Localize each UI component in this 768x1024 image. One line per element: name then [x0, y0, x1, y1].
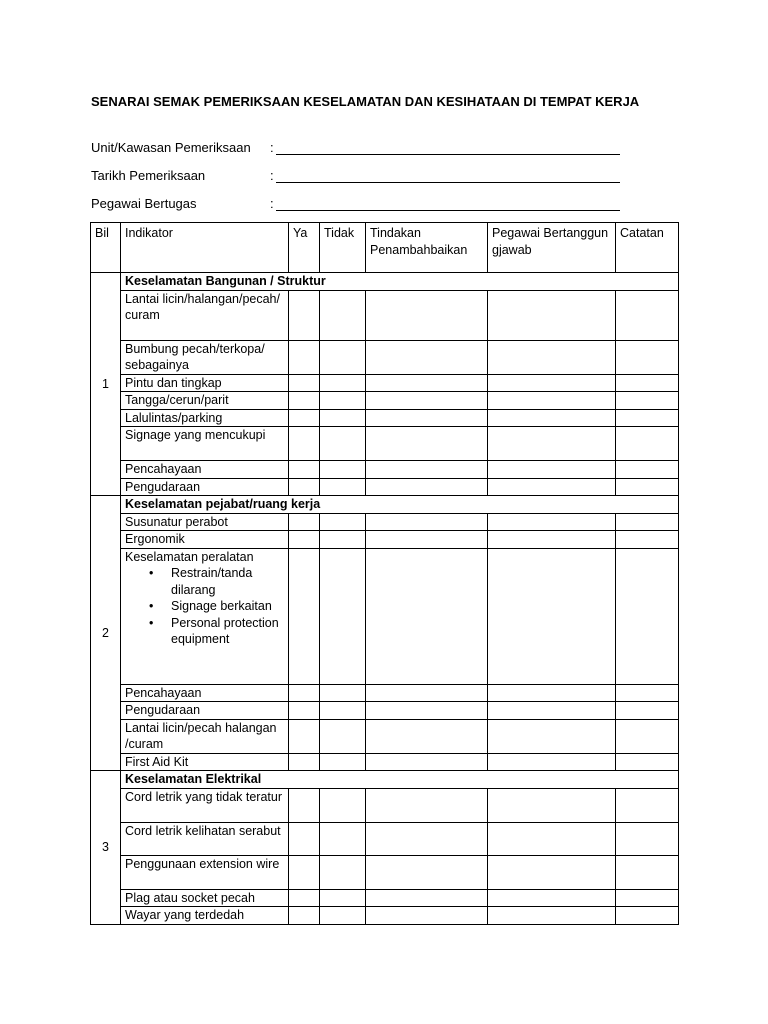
ya-cell[interactable] — [289, 822, 320, 855]
sub-item-label: Restrain/tanda dilarang — [171, 566, 253, 597]
tidak-cell[interactable] — [320, 427, 366, 461]
ya-cell[interactable] — [289, 855, 320, 889]
catatan-cell[interactable] — [616, 409, 679, 427]
indikator-cell: Lantai licin/pecah halangan /curam — [121, 719, 289, 753]
table-row — [91, 531, 679, 549]
indikator-cell: Tangga/cerun/parit — [121, 392, 289, 410]
pegawai-cell[interactable] — [488, 788, 616, 822]
tindakan-cell[interactable] — [366, 392, 488, 410]
indikator-cell: Plag atau socket pecah — [121, 889, 289, 907]
tidak-cell[interactable] — [320, 290, 366, 340]
table-row — [91, 427, 679, 461]
table-row — [91, 907, 679, 925]
field-separator: : — [270, 168, 274, 183]
field-label: Unit/Kawasan Pemeriksaan — [91, 140, 251, 155]
catatan-cell[interactable] — [616, 889, 679, 907]
tindakan-cell[interactable] — [366, 788, 488, 822]
pegawai-cell[interactable] — [488, 548, 616, 684]
tidak-cell[interactable] — [320, 478, 366, 496]
field-separator: : — [270, 196, 274, 211]
ya-cell[interactable] — [289, 290, 320, 340]
field-label: Tarikh Pemeriksaan — [91, 168, 206, 183]
document-title: SENARAI SEMAK PEMERIKSAAN KESELAMATAN DAN KESIHATAAN DI TEMPAT KERJA — [91, 94, 640, 109]
tidak-cell[interactable] — [320, 374, 366, 392]
indikator-cell: Wayar yang terdedah — [121, 907, 289, 925]
table-row — [91, 340, 679, 374]
catatan-cell[interactable] — [616, 290, 679, 340]
bullet-icon: • — [149, 566, 154, 580]
indikator-cell: Pencahayaan — [121, 684, 289, 702]
section-number: 3 — [91, 771, 121, 925]
header-catatan: Catatan — [616, 223, 679, 273]
tidak-cell[interactable] — [320, 753, 366, 771]
pegawai-cell[interactable] — [488, 719, 616, 753]
ya-cell[interactable] — [289, 461, 320, 479]
sub-item-label: Personal protection equipment — [171, 615, 279, 646]
tidak-cell[interactable] — [320, 889, 366, 907]
table-row — [91, 374, 679, 392]
ya-cell[interactable] — [289, 374, 320, 392]
pegawai-cell[interactable] — [488, 822, 616, 855]
pegawai-cell[interactable] — [488, 340, 616, 374]
catatan-cell[interactable] — [616, 478, 679, 496]
tindakan-cell[interactable] — [366, 531, 488, 549]
section-row — [91, 771, 679, 789]
tindakan-cell[interactable] — [366, 513, 488, 531]
ya-cell[interactable] — [289, 427, 320, 461]
tindakan-cell[interactable] — [366, 753, 488, 771]
tindakan-cell[interactable] — [366, 822, 488, 855]
field-blank-line[interactable] — [276, 154, 620, 155]
indikator-cell: Pengudaraan — [121, 702, 289, 720]
tindakan-cell[interactable] — [366, 427, 488, 461]
pegawai-cell[interactable] — [488, 290, 616, 340]
field-label: Pegawai Bertugas — [91, 196, 197, 211]
section-row — [91, 496, 679, 514]
tidak-cell[interactable] — [320, 392, 366, 410]
ya-cell[interactable] — [289, 531, 320, 549]
tindakan-cell[interactable] — [366, 889, 488, 907]
catatan-cell[interactable] — [616, 719, 679, 753]
section-title: Keselamatan Bangunan / Struktur — [121, 273, 679, 291]
tindakan-cell[interactable] — [366, 684, 488, 702]
section-title: Keselamatan Elektrikal — [121, 771, 679, 789]
tidak-cell[interactable] — [320, 461, 366, 479]
indikator-cell: Penggunaan extension wire — [121, 855, 289, 889]
header-tidak: Tidak — [320, 223, 366, 273]
ya-cell[interactable] — [289, 409, 320, 427]
pegawai-cell[interactable] — [488, 374, 616, 392]
tindakan-cell[interactable] — [366, 702, 488, 720]
tindakan-cell[interactable] — [366, 374, 488, 392]
pegawai-cell[interactable] — [488, 409, 616, 427]
catatan-cell[interactable] — [616, 392, 679, 410]
ya-cell[interactable] — [289, 548, 320, 684]
ya-cell[interactable] — [289, 702, 320, 720]
tidak-cell[interactable] — [320, 702, 366, 720]
header-tindakan: Tindakan Penambahbaikan — [366, 223, 488, 273]
ya-cell[interactable] — [289, 788, 320, 822]
indikator-cell: Pengudaraan — [121, 478, 289, 496]
catatan-cell[interactable] — [616, 684, 679, 702]
indikator-cell — [121, 548, 289, 684]
indikator-cell: Cord letrik yang tidak teratur — [121, 788, 289, 822]
ya-cell[interactable] — [289, 340, 320, 374]
indikator-cell: Cord letrik kelihatan serabut — [121, 822, 289, 855]
section-number: 1 — [91, 273, 121, 496]
tidak-cell[interactable] — [320, 340, 366, 374]
table-row — [91, 290, 679, 340]
section-number: 2 — [91, 496, 121, 771]
bullet-icon: • — [149, 615, 154, 630]
pegawai-cell[interactable] — [488, 702, 616, 720]
catatan-cell[interactable] — [616, 753, 679, 771]
catatan-cell[interactable] — [616, 702, 679, 720]
tidak-cell[interactable] — [320, 822, 366, 855]
catatan-cell[interactable] — [616, 531, 679, 549]
catatan-cell[interactable] — [616, 788, 679, 822]
catatan-cell[interactable] — [616, 513, 679, 531]
pegawai-cell[interactable] — [488, 478, 616, 496]
field-blank-line[interactable] — [276, 182, 620, 183]
table-row — [91, 788, 679, 822]
tindakan-cell[interactable] — [366, 340, 488, 374]
header-ya: Ya — [289, 223, 320, 273]
table-row — [91, 719, 679, 753]
sub-item-list — [125, 565, 284, 648]
indikator-cell: Pintu dan tingkap — [121, 374, 289, 392]
pegawai-cell[interactable] — [488, 427, 616, 461]
pegawai-cell[interactable] — [488, 907, 616, 925]
field-blank-line[interactable] — [276, 210, 620, 211]
section-row — [91, 273, 679, 291]
tindakan-cell[interactable] — [366, 548, 488, 684]
table-row — [91, 889, 679, 907]
table-row — [91, 478, 679, 496]
pegawai-cell[interactable] — [488, 392, 616, 410]
header-bil: Bil — [91, 223, 121, 273]
tindakan-cell[interactable] — [366, 719, 488, 753]
tidak-cell[interactable] — [320, 719, 366, 753]
tindakan-cell[interactable] — [366, 855, 488, 889]
pegawai-cell[interactable] — [488, 855, 616, 889]
pegawai-cell[interactable] — [488, 513, 616, 531]
catatan-cell[interactable] — [616, 855, 679, 889]
table-row — [91, 855, 679, 889]
catatan-cell[interactable] — [616, 461, 679, 479]
pegawai-cell[interactable] — [488, 889, 616, 907]
tidak-cell[interactable] — [320, 513, 366, 531]
sub-item-label: Signage berkaitan — [171, 599, 272, 613]
sub-item — [149, 598, 284, 615]
table-row — [91, 822, 679, 855]
tindakan-cell[interactable] — [366, 409, 488, 427]
ya-cell[interactable] — [289, 889, 320, 907]
tidak-cell[interactable] — [320, 548, 366, 684]
tindakan-cell[interactable] — [366, 461, 488, 479]
indikator-cell: Bumbung pecah/terkopa/ sebagainya — [121, 340, 289, 374]
ya-cell[interactable] — [289, 392, 320, 410]
table-row — [91, 409, 679, 427]
indikator-cell: Lalulintas/parking — [121, 409, 289, 427]
section-title: Keselamatan pejabat/ruang kerja — [121, 496, 679, 514]
pegawai-cell[interactable] — [488, 684, 616, 702]
sub-item — [149, 565, 284, 598]
ya-cell[interactable] — [289, 719, 320, 753]
ya-cell[interactable] — [289, 684, 320, 702]
indikator-label: Keselamatan peralatan — [125, 549, 254, 564]
table-row — [91, 392, 679, 410]
ya-cell[interactable] — [289, 478, 320, 496]
tidak-cell[interactable] — [320, 788, 366, 822]
ya-cell[interactable] — [289, 753, 320, 771]
checklist-table — [90, 222, 679, 925]
header-row — [91, 223, 679, 273]
tindakan-cell[interactable] — [366, 290, 488, 340]
indikator-cell: Susunatur perabot — [121, 513, 289, 531]
tidak-cell[interactable] — [320, 855, 366, 889]
header-pegawai: Pegawai Bertanggungjawab — [488, 223, 616, 273]
pegawai-cell[interactable] — [488, 753, 616, 771]
indikator-cell: Pencahayaan — [121, 461, 289, 479]
table-row — [91, 684, 679, 702]
catatan-cell[interactable] — [616, 374, 679, 392]
table-row — [91, 513, 679, 531]
tidak-cell[interactable] — [320, 907, 366, 925]
tindakan-cell[interactable] — [366, 907, 488, 925]
catatan-cell[interactable] — [616, 340, 679, 374]
pegawai-cell[interactable] — [488, 461, 616, 479]
table-row — [91, 753, 679, 771]
indikator-cell: Ergonomik — [121, 531, 289, 549]
catatan-cell[interactable] — [616, 548, 679, 684]
tidak-cell[interactable] — [320, 531, 366, 549]
field-separator: : — [270, 140, 274, 155]
catatan-cell[interactable] — [616, 822, 679, 855]
pegawai-cell[interactable] — [488, 531, 616, 549]
header-indikator: Indikator — [121, 223, 289, 273]
indikator-cell: First Aid Kit — [121, 753, 289, 771]
table-row — [91, 461, 679, 479]
ya-cell[interactable] — [289, 907, 320, 925]
sub-item — [149, 615, 284, 648]
table-row — [91, 548, 679, 684]
ya-cell[interactable] — [289, 513, 320, 531]
tindakan-cell[interactable] — [366, 478, 488, 496]
table-row — [91, 702, 679, 720]
bullet-icon: • — [149, 599, 154, 613]
tidak-cell[interactable] — [320, 684, 366, 702]
indikator-cell: Signage yang mencukupi — [121, 427, 289, 461]
indikator-cell: Lantai licin/halangan/pecah/ curam — [121, 290, 289, 340]
tidak-cell[interactable] — [320, 409, 366, 427]
catatan-cell[interactable] — [616, 907, 679, 925]
catatan-cell[interactable] — [616, 427, 679, 461]
